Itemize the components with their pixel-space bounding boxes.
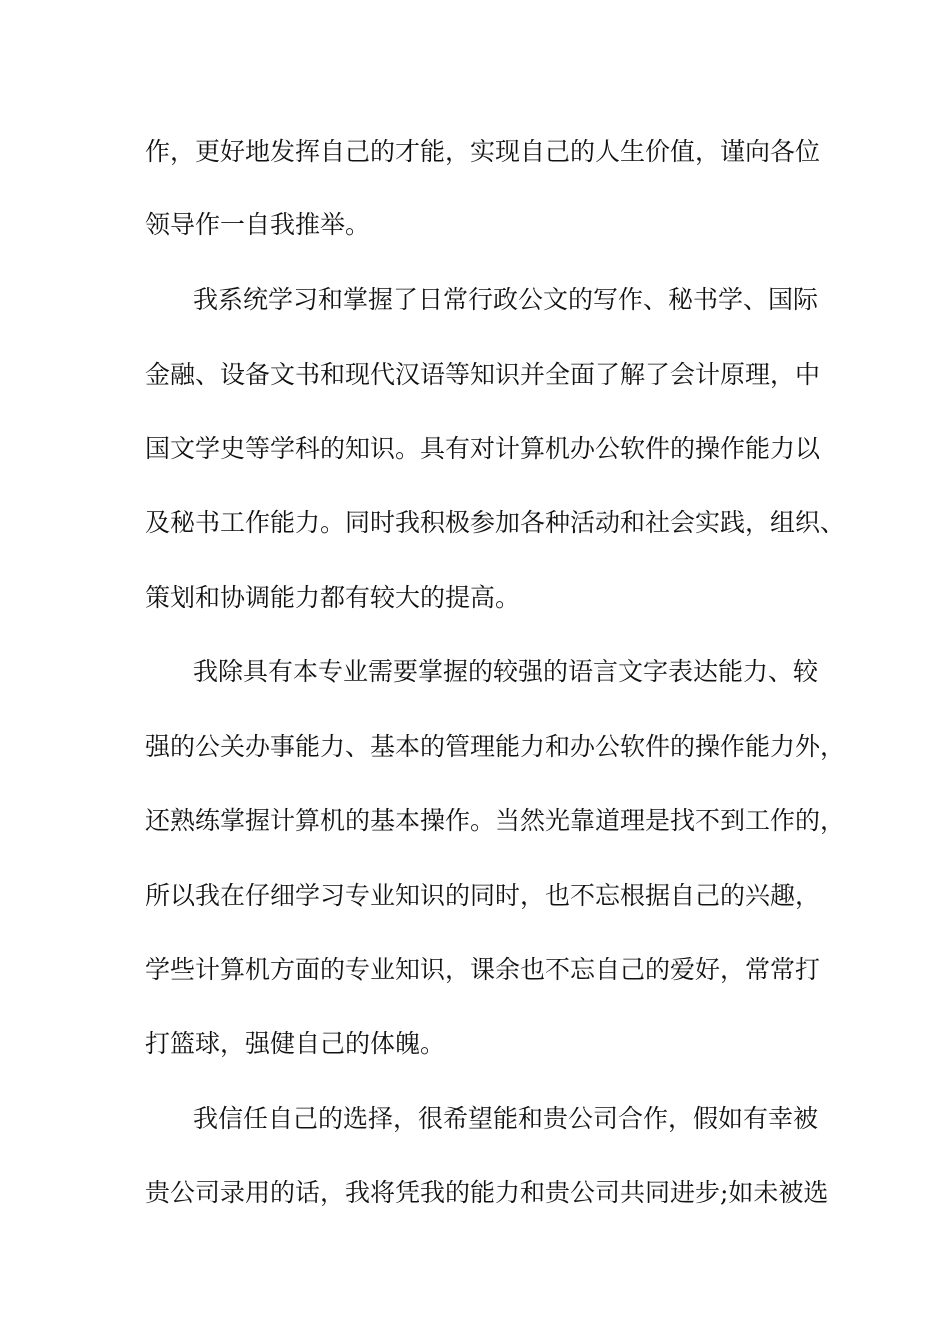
text-line: 还熟练掌握计算机的基本操作。当然光靠道理是找不到工作的， xyxy=(145,806,846,835)
paragraph-start-line: 我信任自己的选择，很希望能和贵公司合作，假如有幸被 xyxy=(193,1104,819,1133)
text-line: 强的公关办事能力、基本的管理能力和办公软件的操作能力外， xyxy=(145,732,846,761)
text-line: 打篮球，强健自己的体魄。 xyxy=(145,1029,446,1058)
text-line: 贵公司录用的话，我将凭我的能力和贵公司共同进步;如未被选 xyxy=(145,1178,829,1207)
text-line: 领导作一自我推举。 xyxy=(145,210,371,239)
text-line: 所以我在仔细学习专业知识的同时，也不忘根据自己的兴趣， xyxy=(145,881,821,910)
text-line: 策划和协调能力都有较大的提高。 xyxy=(145,583,521,612)
text-line: 国文学史等学科的知识。具有对计算机办公软件的操作能力以 xyxy=(145,434,821,463)
paragraph-start-line: 我系统学习和掌握了日常行政公文的写作、秘书学、国际 xyxy=(193,285,819,314)
text-line: 金融、设备文书和现代汉语等知识并全面了解了会计原理，中 xyxy=(145,360,821,389)
text-line: 作，更好地发挥自己的才能，实现自己的人生价值，谨向各位 xyxy=(145,137,821,166)
text-line: 及秘书工作能力。同时我积极参加各种活动和社会实践，组织、 xyxy=(145,508,846,537)
text-line: 学些计算机方面的专业知识，课余也不忘自己的爱好，常常打 xyxy=(145,955,821,984)
paragraph-start-line: 我除具有本专业需要掌握的较强的语言文字表达能力、较 xyxy=(193,657,819,686)
